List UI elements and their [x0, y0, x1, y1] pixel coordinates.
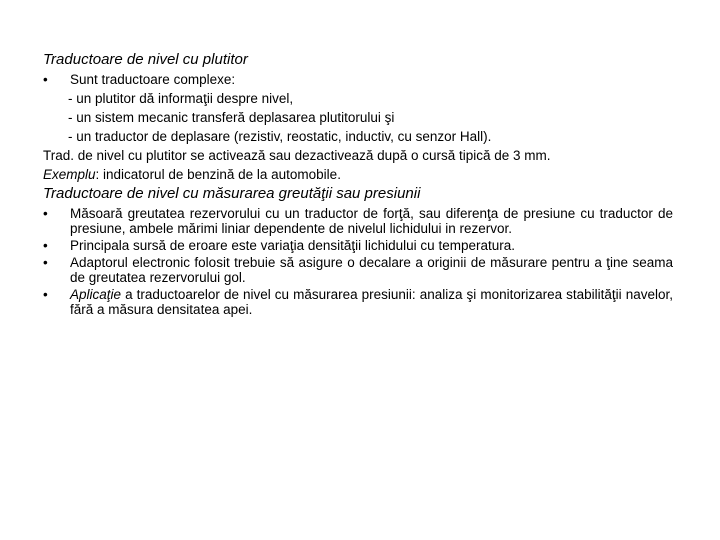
- bullet-dot: •: [43, 206, 48, 221]
- bullet-item: [43, 206, 673, 236]
- note-line: Trad. de nivel cu plutitor se activează sau dezactivează după o cursă tipică de 3 mm.: [43, 148, 551, 163]
- application-label: Aplicaţie: [70, 287, 122, 302]
- bullet-item: [43, 255, 673, 285]
- sub-item-transducer: - un traductor de deplasare (rezistiv, reostatic, inductiv, cu senzor Hall).: [68, 129, 492, 144]
- bullet-dot: •: [43, 255, 48, 270]
- section-heading-float: Traductoare de nivel cu plutitor: [43, 51, 248, 68]
- sub-item-float: - un plutitor dă informaţii despre nivel,: [68, 91, 294, 106]
- bullet-text: Măsoară greutatea rezervorului cu un traductor de forţă, sau diferenţa de presiune cu traductor de presiune, ambele mărimi liniar dependente de nivelul lichidului in rezervor.: [70, 206, 673, 236]
- slide-content: [43, 50, 673, 319]
- bullet-item: [43, 70, 673, 89]
- application-text: a traductoarelor de nivel cu măsurarea presiunii: analiza şi monitorizarea stabilităţii navelor, fără a măsura densitatea apei.: [70, 287, 673, 317]
- bullet-item: [43, 287, 673, 317]
- example-text: : indicatorul de benzină de la automobile.: [95, 167, 341, 182]
- bullet-text: [70, 287, 673, 317]
- bullet-dot: •: [43, 238, 48, 253]
- bullet-text: Sunt traductoare complexe:: [70, 72, 236, 87]
- bullet-text: Adaptorul electronic folosit trebuie să asigure o decalare a originii de măsurare pentru a ţine seama de greutatea rezervorului gol.: [70, 255, 673, 285]
- bullet-dot: •: [43, 287, 48, 302]
- example-label: Exemplu: [43, 167, 96, 182]
- section-heading-weight: Traductoare de nivel cu măsurarea greutăţii sau presiunii: [43, 185, 421, 202]
- bullet-dot: •: [43, 72, 48, 87]
- bullet-text: Principala sursă de eroare este variaţia densităţii lichidului cu temperatura.: [70, 238, 515, 253]
- sub-item-mechanism: - un sistem mecanic transferă deplasarea plutitorului şi: [68, 110, 395, 125]
- bullet-item: [43, 238, 673, 253]
- example-line: [43, 165, 673, 184]
